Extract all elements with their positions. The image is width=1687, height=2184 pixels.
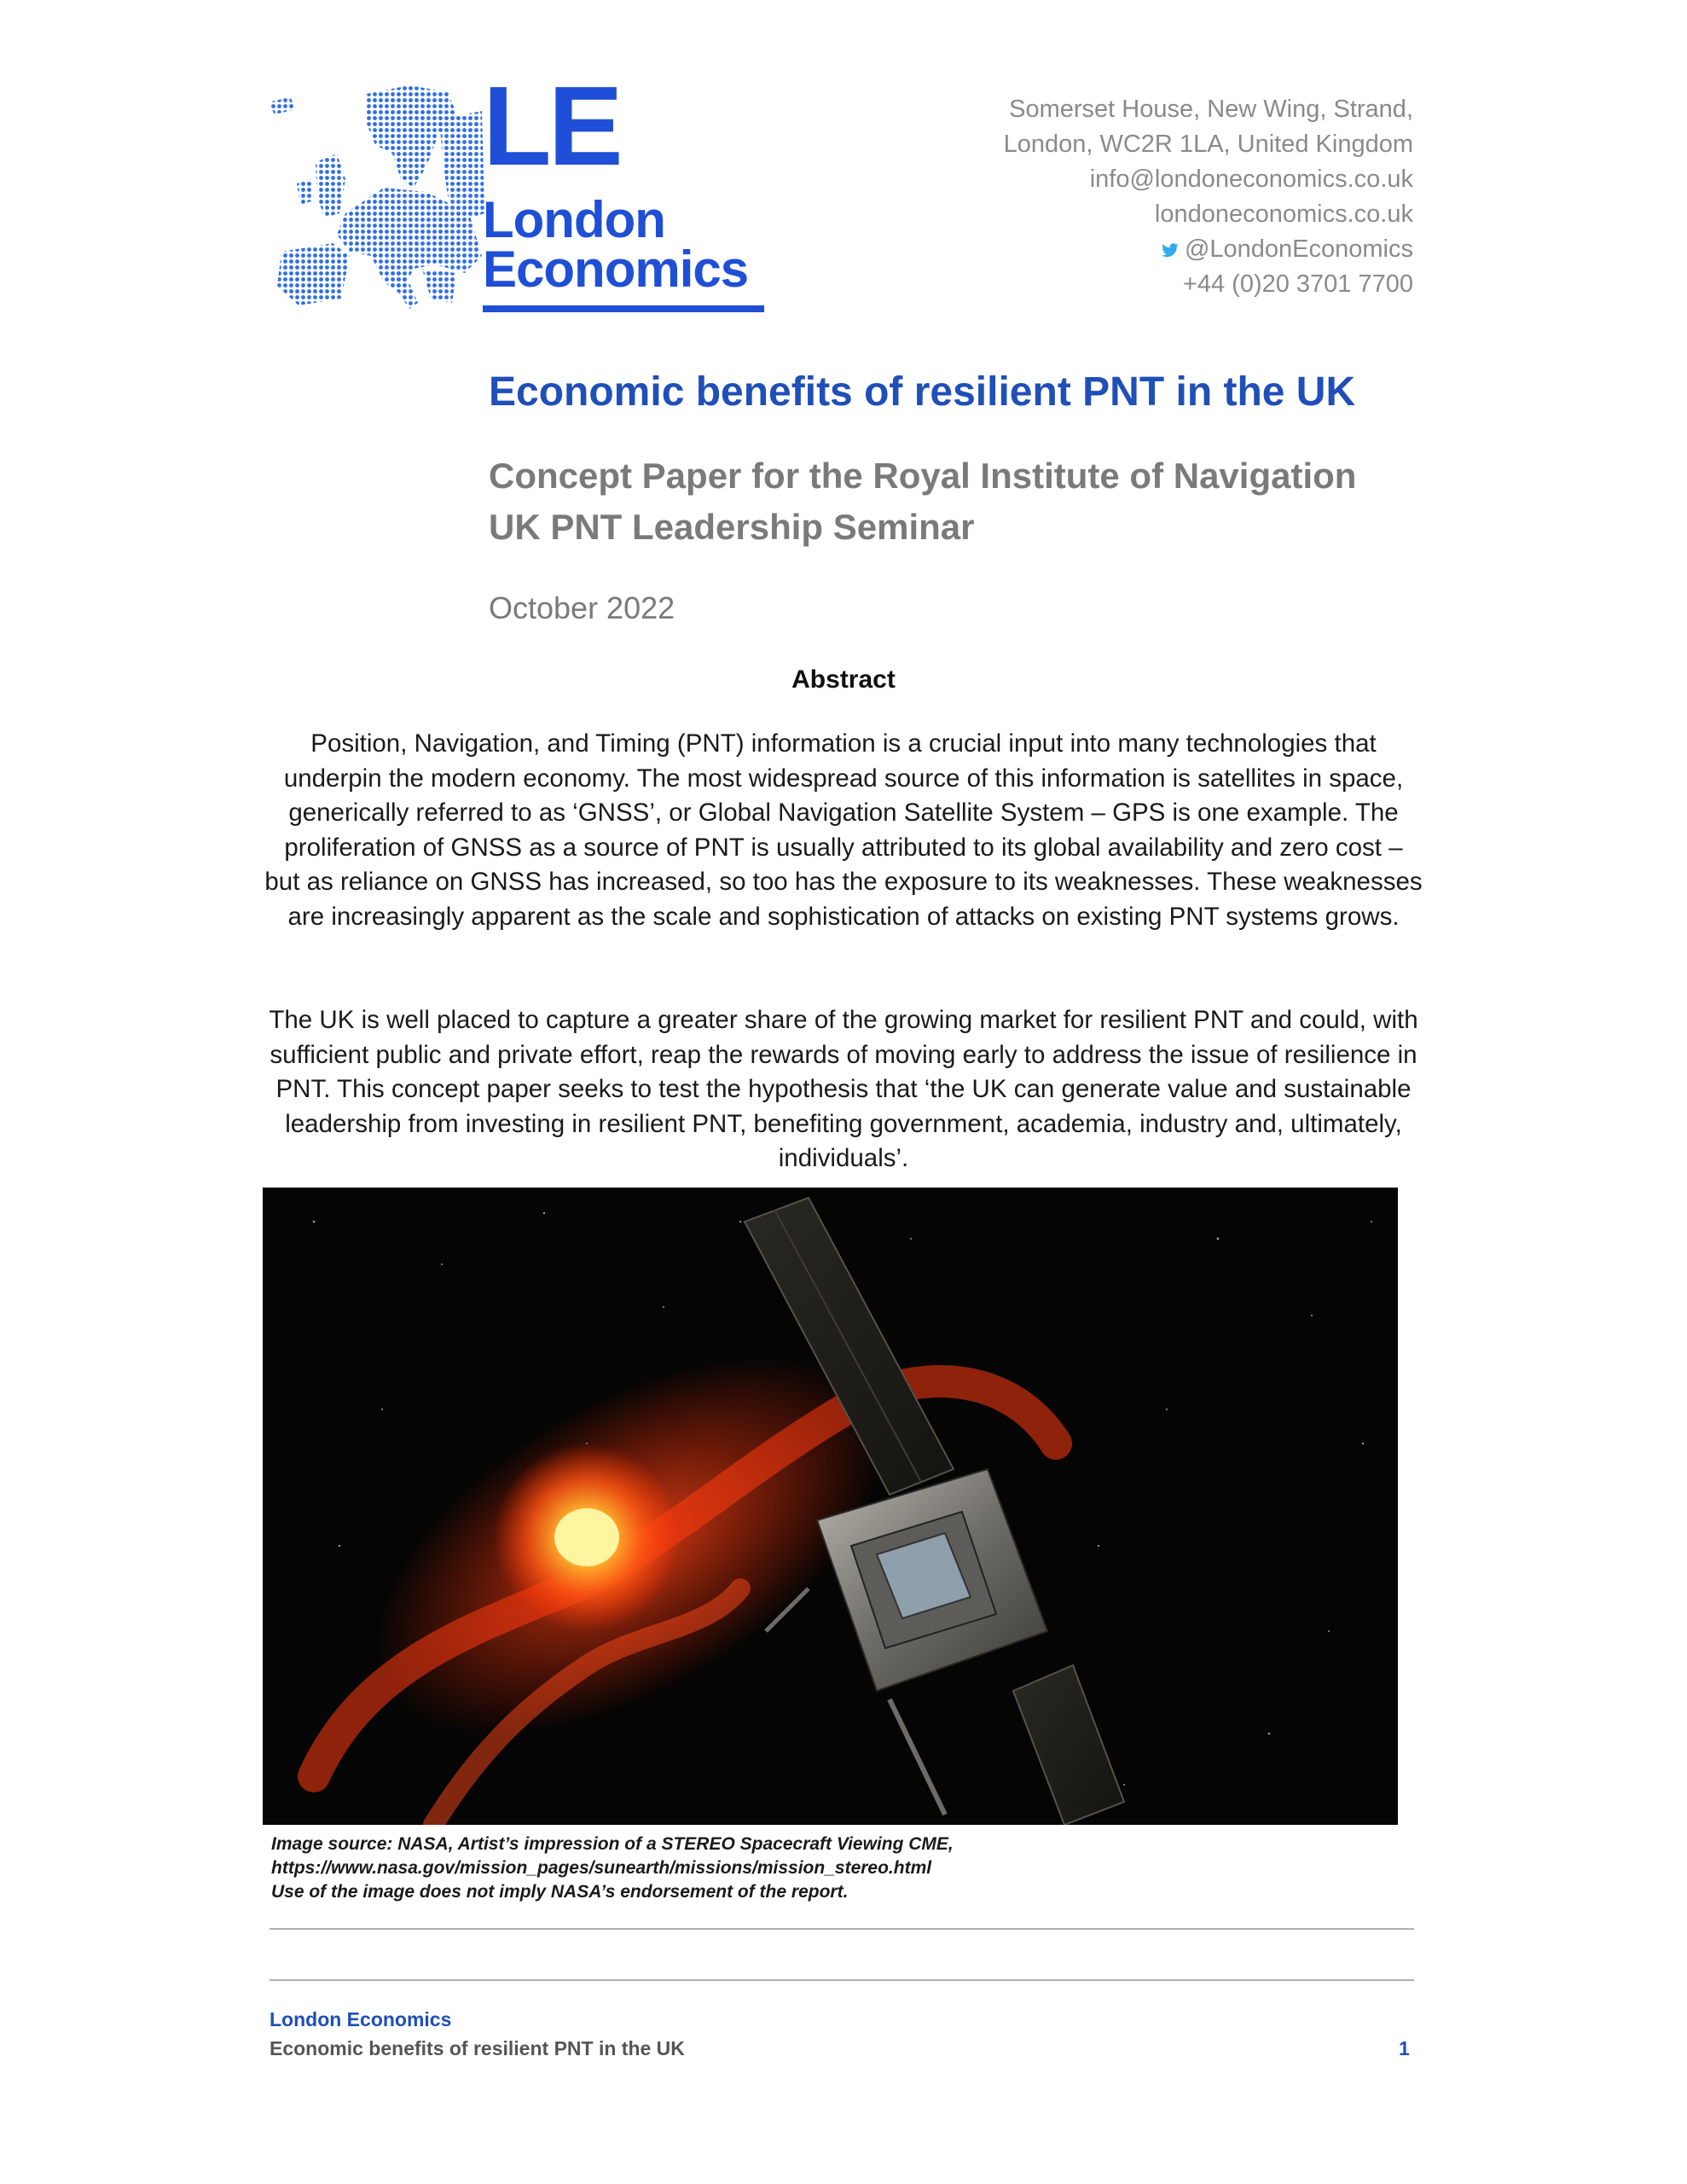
email-link[interactable]: info@londoneconomics.co.uk — [1089, 166, 1413, 193]
image-caption-disclaimer: Use of the image does not imply NASA’s endorsement of the report. — [271, 1882, 849, 1902]
logo-line-economics: Economics — [483, 241, 749, 298]
address-line-1: Somerset House, New Wing, Strand, — [1009, 96, 1413, 123]
satellite-cme-image — [263, 1188, 1398, 1825]
logo-initials: LE — [483, 63, 620, 189]
europe-map-logo — [264, 85, 486, 316]
footer-document-title: Economic benefits of resilient PNT in the UK — [270, 2037, 685, 2059]
abstract-paragraph-1: Position, Navigation, and Timing (PNT) information is a crucial input into many technologies that underpin the modern economy. The most widespread source of this information is satellites in space, generically referred to as ‘GNSS’, or Global Navigation Satellite System – GPS is one example. The proliferation of GNSS as a source of PNT is usually attributed to its global availability and zero cost – but as reliance on GNSS has increased, so too has the exposure to its weaknesses. These weaknesses are increasingly apparent as the scale and sophistication of attacks on existing PNT systems grows. — [264, 729, 1423, 931]
divider-line — [270, 1928, 1414, 1930]
page-number: 1 — [1399, 2037, 1410, 2059]
document-subtitle-line-1: Concept Paper for the Royal Institute of Navigation — [489, 456, 1357, 496]
footer-organisation: London Economics — [270, 2008, 452, 2030]
abstract-paragraph-2: The UK is well placed to capture a greater share of the growing market for resilient PNT and could, with sufficient public and private effort, reap the rewards of moving early to address the issue of resilience in PNT. This concept paper seeks to test the hypothesis that ‘the UK can generate value and sustainable leadership from investing in resilient PNT, benefiting government, academia, industry and, ultimately, individuals’. — [269, 1006, 1418, 1172]
image-caption-source: Image source: NASA, Artist’s impression of a STEREO Spacecraft Viewing CME, — [271, 1834, 954, 1854]
address-line-2: London, WC2R 1LA, United Kingdom — [1003, 131, 1413, 158]
website-link[interactable]: londoneconomics.co.uk — [1154, 200, 1413, 228]
twitter-bird-icon — [1161, 243, 1180, 258]
abstract-heading: Abstract — [791, 665, 896, 694]
document-date: October 2022 — [489, 590, 675, 625]
document-subtitle-line-2: UK PNT Leadership Seminar — [489, 507, 975, 547]
footer-divider-line — [270, 1979, 1414, 1981]
logo-underline — [483, 305, 764, 312]
document-title: Economic benefits of resilient PNT in the UK — [489, 369, 1356, 415]
logo-line-london: London — [483, 191, 665, 248]
twitter-handle[interactable] — [1161, 232, 1413, 267]
image-caption-url[interactable]: https://www.nasa.gov/mission_pages/sunearth/missions/mission_stereo.html — [271, 1858, 932, 1878]
phone-number: +44 (0)20 3701 7700 — [1182, 270, 1413, 298]
twitter-handle-text: @LondonEconomics — [1184, 235, 1413, 263]
